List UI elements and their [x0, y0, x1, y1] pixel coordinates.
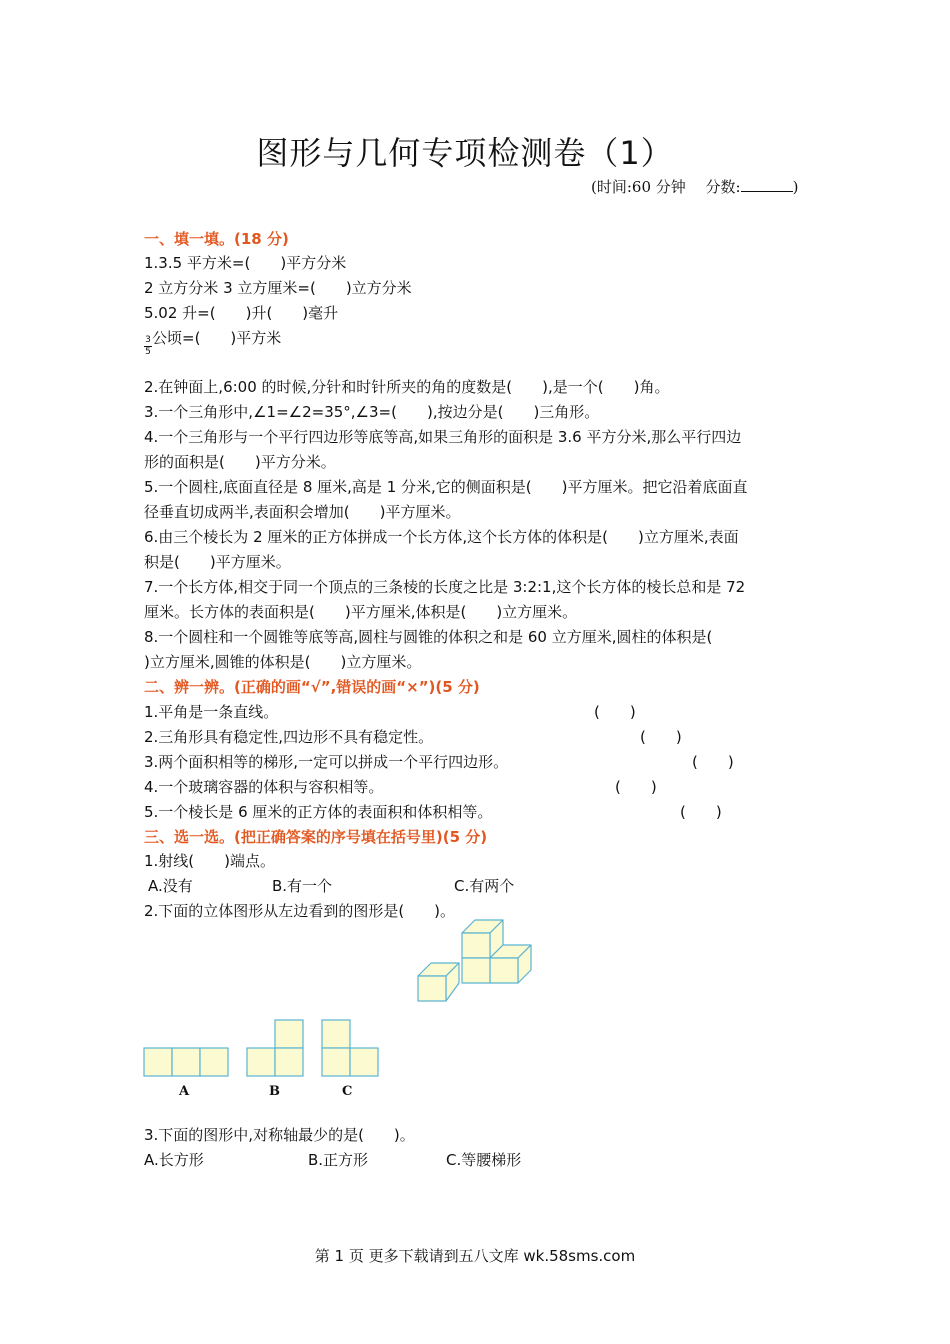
s2-item-2: 3.两个面积相等的梯形,一定可以拼成一个平行四边形。 [144, 753, 509, 771]
cube-stack-figure [410, 915, 540, 1007]
meta-suffix: ) [792, 178, 799, 196]
section1-heading: 一、填一填。(18 分) [144, 230, 289, 248]
s2-answer-4[interactable]: ( ) [680, 803, 722, 821]
cube-right-front [490, 958, 518, 983]
cube-left-front [418, 976, 446, 1001]
option-c-figure[interactable] [321, 1019, 381, 1079]
cube-top-front [462, 933, 490, 958]
s1-line-15: )立方厘米,圆锥的体积是( )立方厘米。 [144, 653, 422, 671]
s2-answer-0[interactable]: ( ) [594, 703, 636, 721]
s2-answer-1[interactable]: ( ) [640, 728, 682, 746]
fraction-numerator: 3 [145, 335, 151, 345]
page-footer: 第 1 页 更多下载请到五八文库 wk.58sms.com [314, 1247, 636, 1265]
option-b-figure[interactable] [246, 1019, 304, 1079]
fraction-denominator: 5 [145, 347, 151, 357]
option-a-square [200, 1048, 228, 1076]
s1-line-9: 径垂直切成两半,表面积会增加( )平方厘米。 [144, 503, 461, 521]
s1-line-4: 2.在钟面上,6:00 的时候,分针和时针所夹的角的度数是( ),是一个( )角。 [144, 378, 670, 396]
section3-heading: 三、选一选。(把正确答案的序号填在括号里)(5 分) [144, 828, 488, 846]
s1-line-2: 5.02 升=( )升( )毫升 [144, 304, 339, 322]
option-a-figure[interactable] [143, 1047, 229, 1079]
s3-q1: 1.射线( )端点。 [144, 852, 276, 870]
s3-q1-option-c[interactable]: C.有两个 [454, 877, 515, 895]
s3-q3-option-b[interactable]: B.正方形 [308, 1151, 369, 1169]
s1-line-6: 4.一个三角形与一个平行四边形等底等高,如果三角形的面积是 3.6 平方分米,那么平行四边 [144, 428, 742, 446]
option-a-square [172, 1048, 200, 1076]
s1-line-0: 1.3.5 平方米=( )平方分米 [144, 254, 347, 272]
s1-line-5: 3.一个三角形中,∠1=∠2=35°,∠3=( ),按边分是( )三角形。 [144, 403, 600, 421]
meta-prefix: (时间:60 分钟 分数: [591, 178, 741, 196]
s3-q3: 3.下面的图形中,对称轴最少的是( )。 [144, 1126, 415, 1144]
s1-line-11: 积是( )平方厘米。 [144, 553, 291, 571]
s3-q2: 2.下面的立体图形从左边看到的图形是( )。 [144, 902, 456, 920]
s1-line-13: 厘米。长方体的表面积是( )平方厘米,体积是( )立方厘米。 [144, 603, 578, 621]
option-c-square [350, 1048, 378, 1076]
option-b-square [275, 1020, 303, 1048]
s1-line-1: 2 立方分米 3 立方厘米=( )立方分米 [144, 279, 412, 297]
s3-q3-option-a[interactable]: A.长方形 [144, 1151, 204, 1169]
option-a-label: A [179, 1084, 190, 1099]
fraction [144, 336, 152, 357]
score-blank[interactable] [741, 191, 793, 192]
option-b-square [247, 1048, 275, 1076]
s1-line-8: 5.一个圆柱,底面直径是 8 厘米,高是 1 分米,它的侧面积是( )平方厘米。把它沿着底面直 [144, 478, 748, 496]
cube-middle-front [462, 958, 490, 983]
s2-item-0: 1.平角是一条直线。 [144, 703, 279, 721]
s1-line-12: 7.一个长方体,相交于同一个顶点的三条棱的长度之比是 3:2:1,这个长方体的棱长总和是 72 [144, 578, 746, 596]
page-title: 图形与几何专项检测卷（1） [256, 134, 674, 172]
s3-q3-option-c[interactable]: C.等腰梯形 [446, 1151, 522, 1169]
s1-line-14: 8.一个圆柱和一个圆锥等底等高,圆柱与圆锥的体积之和是 60 立方厘米,圆柱的体积是( [144, 628, 713, 646]
option-c-label: C [342, 1084, 353, 1099]
s3-q1-option-a[interactable]: A.没有 [148, 877, 193, 895]
s2-item-4: 5.一个棱长是 6 厘米的正方体的表面积和体积相等。 [144, 803, 493, 821]
option-c-square [322, 1020, 350, 1048]
option-a-square [144, 1048, 172, 1076]
option-b-square [275, 1048, 303, 1076]
s3-q1-option-b[interactable]: B.有一个 [272, 877, 333, 895]
option-c-square [322, 1048, 350, 1076]
s1-line-7: 形的面积是( )平方分米。 [144, 453, 336, 471]
s2-answer-2[interactable]: ( ) [692, 753, 734, 771]
s2-answer-3[interactable]: ( ) [615, 778, 657, 796]
exam-meta [591, 176, 798, 197]
s1-line-10: 6.由三个棱长为 2 厘米的正方体拼成一个长方体,这个长方体的体积是( )立方厘米,表面 [144, 528, 739, 546]
s2-item-1: 2.三角形具有稳定性,四边形不具有稳定性。 [144, 728, 434, 746]
option-b-label: B [269, 1084, 280, 1099]
s2-item-3: 4.一个玻璃容器的体积与容积相等。 [144, 778, 384, 796]
section2-heading: 二、辨一辨。(正确的画“√”,错误的画“×”)(5 分) [144, 678, 480, 696]
s1-line-3: 公顷=( )平方米 [152, 329, 282, 347]
